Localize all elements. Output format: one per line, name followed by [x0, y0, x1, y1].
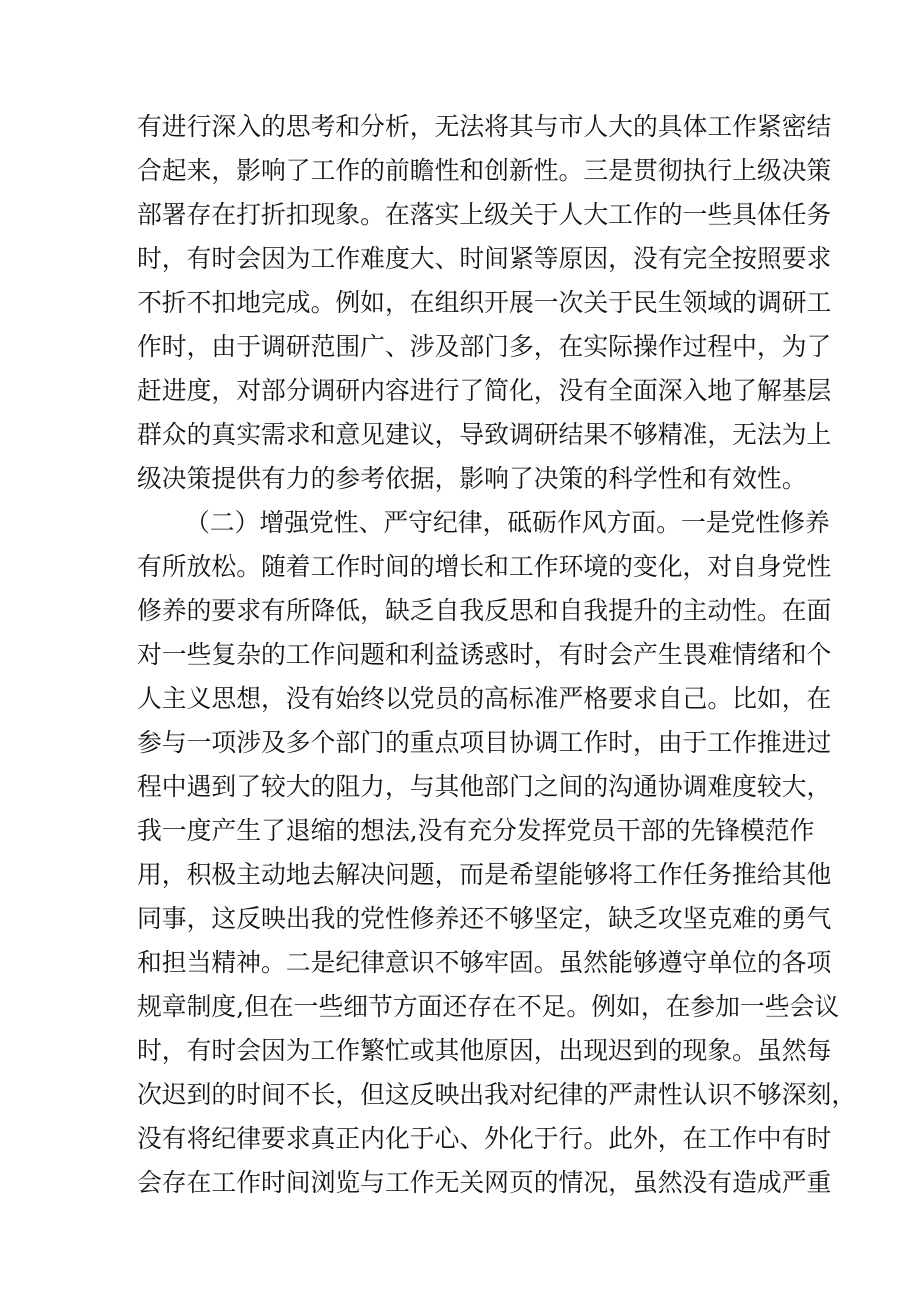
body-line-8: 群众的真实需求和意见建议，导致调研结果不够精准，无法为上	[137, 420, 832, 449]
body-line-5: 不折不扣地完成。例如，在组织开展一次关于民生领域的调研工	[137, 288, 832, 317]
body-line-25: 会存在工作时间浏览与工作无关网页的情况，虽然没有造成严重	[137, 1168, 832, 1197]
body-line-6: 作时，由于调研范围广、涉及部门多，在实际操作过程中，为了	[137, 332, 832, 361]
body-line-20: 和担当精神。二是纪律意识不够牢固。虽然能够遵守单位的各项	[137, 948, 832, 977]
body-line-14: 人主义思想，没有始终以党员的高标准严格要求自己。比如，在	[137, 684, 832, 713]
body-line-22: 时，有时会因为工作繁忙或其他原因，出现迟到的现象。虽然每	[137, 1036, 832, 1065]
body-line-18: 用，积极主动地去解决问题，而是希望能够将工作任务推给其他	[137, 860, 832, 889]
body-line-4: 时，有时会因为工作难度大、时间紧等原因，没有完全按照要求	[137, 244, 832, 273]
body-line-3: 部署存在打折扣现象。在落实上级关于人大工作的一些具体任务	[137, 200, 832, 229]
body-line-11: 有所放松。随着工作时间的增长和工作环境的变化，对自身党性	[137, 552, 832, 581]
body-line-13: 对一些复杂的工作问题和利益诱惑时，有时会产生畏难情绪和个	[137, 640, 832, 669]
body-line-23: 次迟到的时间不长，但这反映出我对纪律的严肃性认识不够深刻，	[137, 1080, 857, 1109]
body-line-16: 程中遇到了较大的阻力，与其他部门之间的沟通协调难度较大，	[137, 772, 832, 801]
section-heading-line: （二）增强党性、严守纪律，砥砺作风方面。一是党性修养	[185, 508, 830, 537]
paragraph-end-line: 级决策提供有力的参考依据，影响了决策的科学性和有效性。	[137, 464, 807, 493]
body-line-19: 同事，这反映出我的党性修养还不够坚定，缺乏攻坚克难的勇气	[137, 904, 832, 933]
body-line-21: 规章制度,但在一些细节方面还存在不足。例如，在参加一些会议	[137, 992, 840, 1021]
body-line-7: 赶进度，对部分调研内容进行了简化，没有全面深入地了解基层	[137, 376, 832, 405]
body-line-15: 参与一项涉及多个部门的重点项目协调工作时，由于工作推进过	[137, 728, 832, 757]
body-line-24: 没有将纪律要求真正内化于心、外化于行。此外，在工作中有时	[137, 1124, 832, 1153]
body-line-17: 我一度产生了退缩的想法,没有充分发挥党员干部的先锋模范作	[137, 816, 815, 845]
body-line-2: 合起来，影响了工作的前瞻性和创新性。三是贯彻执行上级决策	[137, 156, 832, 185]
body-line-1: 有进行深入的思考和分析，无法将其与市人大的具体工作紧密结	[137, 112, 832, 141]
body-line-12: 修养的要求有所降低，缺乏自我反思和自我提升的主动性。在面	[137, 596, 832, 625]
